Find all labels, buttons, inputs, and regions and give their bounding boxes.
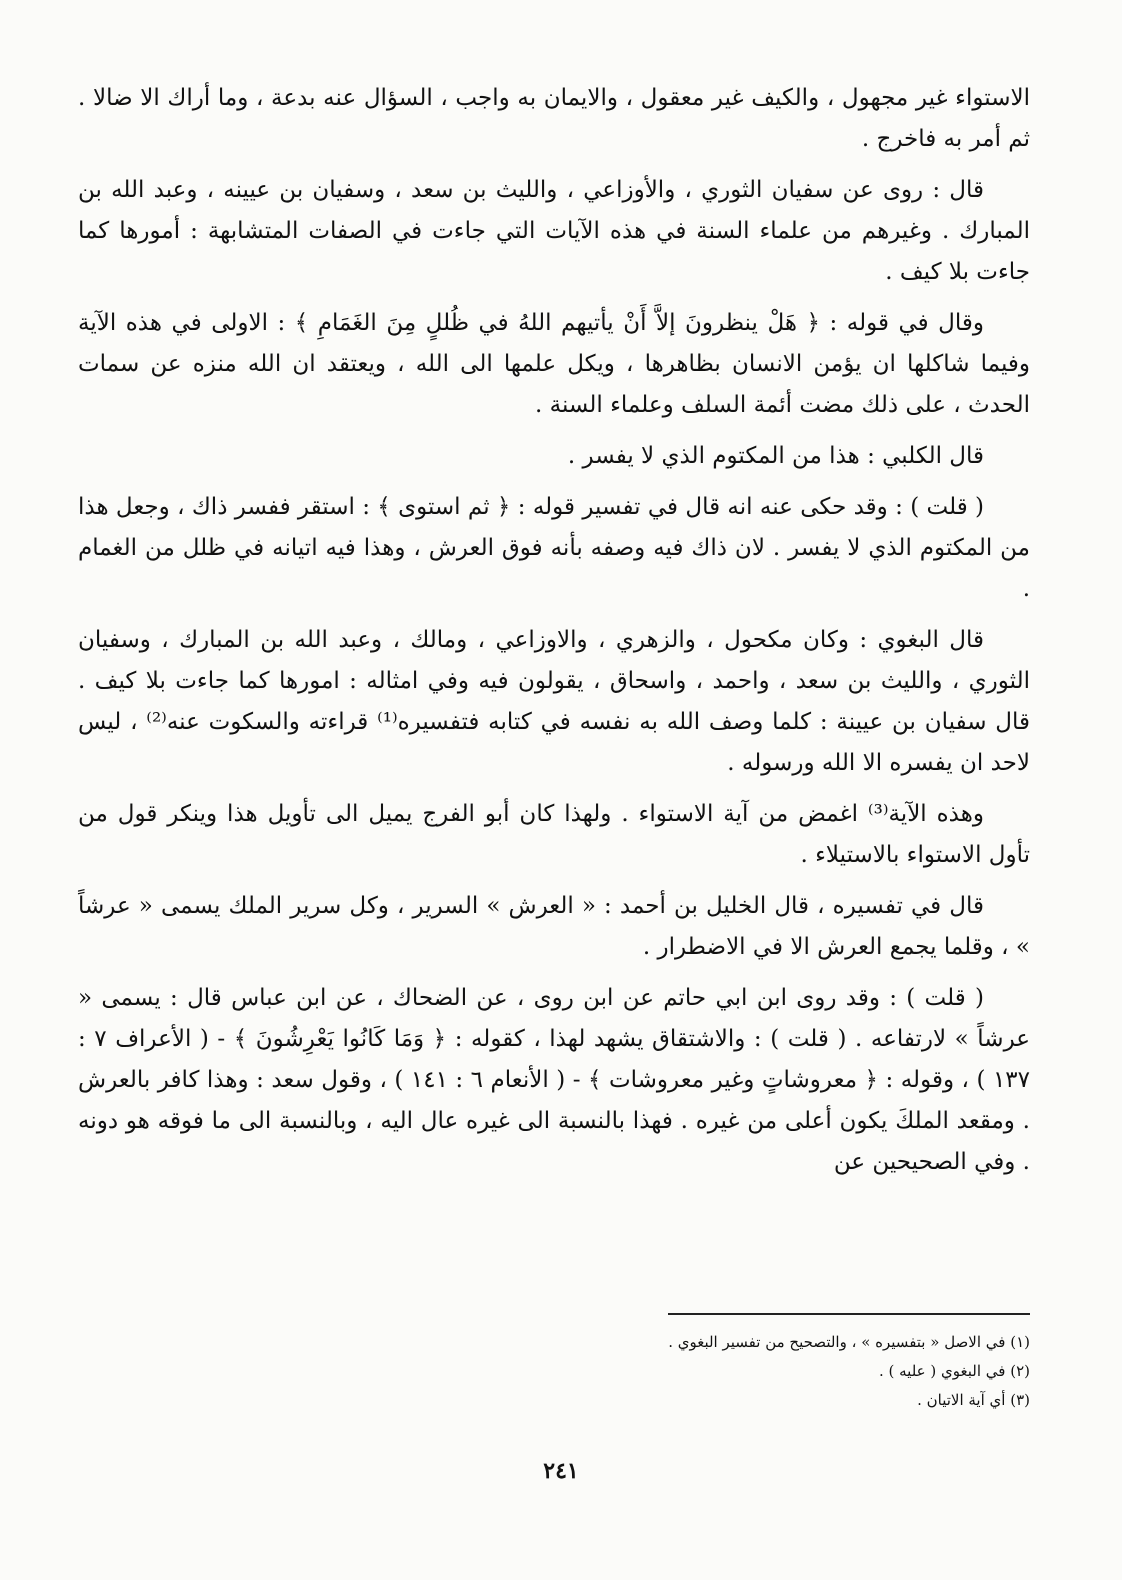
paragraph: وهذه الآية⁽³⁾ اغمض من آية الاستواء . ولهذا كان أبو الفرج يميل الى تأويل هذا وينكر قول من تأول الاستواء بالاستيلاء . xyxy=(78,801,1030,868)
paragraph: الاستواء غير مجهول ، والكيف غير معقول ، والايمان به واجب ، السؤال عنه بدعة ، وما أراك الا ضالا . ثم أمر به فاخرج . xyxy=(78,85,1030,152)
footnote-2: (٢) في البغوي ( عليه ) . xyxy=(878,1362,1030,1380)
paragraph: قال البغوي : وكان مكحول ، والزهري ، والاوزاعي ، ومالك ، وعبد الله بن المبارك ، وسفيان الثوري ، والليث بن سعد ، واحمد ، واسحاق ، يقولون فيه وفي امثاله : امورها كما جاءت بلا كيف . قال سفيان بن عيينة : كلما وصف الله به نفسه في كتابه فتفسيره⁽¹⁾ قراءته والسكوت عنه⁽²⁾ ، ليس لاحد ان يفسره الا الله ورسوله . xyxy=(78,627,1030,776)
footnote-3: (٣) أي آية الاتيان . xyxy=(917,1391,1030,1409)
footnote-divider xyxy=(668,1313,1030,1315)
paragraph: قال الكلبي : هذا من المكتوم الذي لا يفسر . xyxy=(567,443,984,469)
footnotes xyxy=(330,1328,1030,1415)
paragraph: ( قلت ) : وقد حكى عنه انه قال في تفسير قوله : ﴿ ثم استوى ﴾ : استقر ففسر ذاك ، وجعل هذا من المكتوم الذي لا يفسر . لان ذاك فيه وصفه بأنه فوق العرش ، وهذا فيه اتيانه في ظلل من الغمام . xyxy=(78,494,1030,602)
paragraph: قال في تفسيره ، قال الخليل بن أحمد : « العرش » السرير ، وكل سرير الملك يسمى « عرشاً » ، وقلما يجمع العرش الا في الاضطرار . xyxy=(78,893,1030,960)
paragraph: قال : روى عن سفيان الثوري ، والأوزاعي ، والليث بن سعد ، وسفيان بن عيينه ، وعبد الله بن المبارك . وغيرهم من علماء السنة في هذه الآيات التي جاءت في الصفات المتشابهة : أمورها كما جاءت بلا كيف . xyxy=(78,177,1030,285)
paragraph: ( قلت ) : وقد روى ابن ابي حاتم عن ابن روى ، عن الضحاك ، عن ابن عباس قال : يسمى « عرشاً » لارتفاعه . ( قلت ) : والاشتقاق يشهد لهذا ، كقوله : ﴿ وَمَا كَانُوا يَعْرِشُونَ ﴾ - ( الأعراف ٧ : ١٣٧ ) ، وقوله : ﴿ معروشاتٍ وغير معروشات ﴾ - ( الأنعام ٦ : ١٤١ ) ، وقول سعد : وهذا كافر بالعرش . ومقعد الملكَ يكون أعلى من غيره . فهذا بالنسبة الى غيره عال اليه ، وبالنسبة الى ما فوقه هو دونه . وفي الصحيحين عن xyxy=(78,985,1030,1175)
paragraph: وقال في قوله : ﴿ هَلْ ينظرونَ إلاَّ أَنْ يأتيهم اللهُ في ظُللٍ مِنَ الغَمَامِ ﴾ : الاولى في هذه الآية وفيما شاكلها ان يؤمن الانسان بظاهرها ، ويكل علمها الى الله ، ويعتقد ان الله منزه عن سمات الحدث ، على ذلك مضت أئمة السلف وعلماء السنة . xyxy=(78,310,1030,418)
footnote-1: (١) في الاصل « بتفسيره » ، والتصحيح من تفسير البغوي . xyxy=(668,1333,1030,1351)
page-number: ٢٤١ xyxy=(543,1458,579,1484)
page-body xyxy=(78,78,1030,1193)
